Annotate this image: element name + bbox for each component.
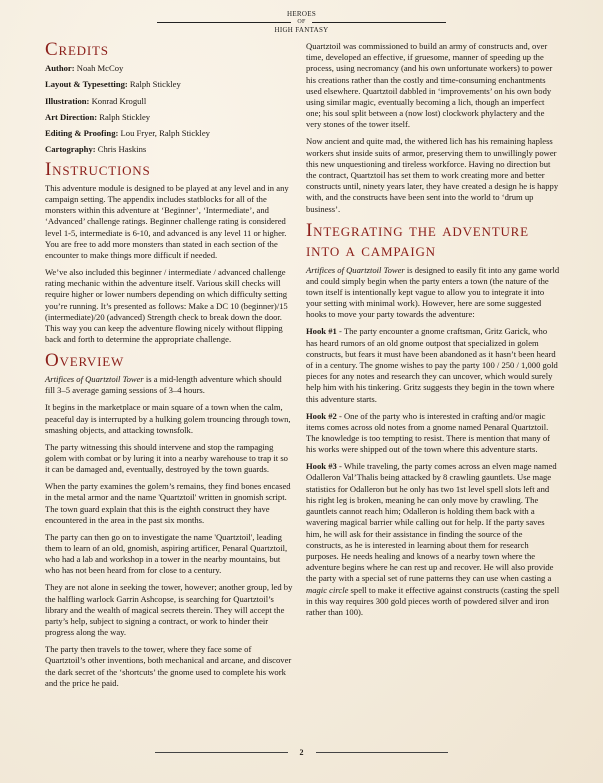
footer-rule-left [155,752,288,753]
hook-label: Hook #2 [306,410,337,421]
adventure-title: Artifices of Quartztoil Tower [45,374,144,385]
credit-art-direction [45,112,293,122]
overview-paragraph: The party then travels to the tower, where they face some of Quartztoil’s other inventions, both mechanical and arcane, and discover the dark secret of the ‘shortcuts’ the gnome used to complete his work and the price he paid. [45,644,292,688]
instructions-paragraph: We’ve also included this beginner / intermediate / advanced challenge rating mechanic within the adventure itself. Various skill checks will require higher or lower numbers depending on which difficulty setting you’re running. It’s presented as follows: Make a DC 10 (beginner)/15 (intermediate)/20 (advanced) Strength check to break down the door. This way you can keep the adventure flowing nicely without flipping back and forth to determine the appropriate challenge. [45,267,288,345]
header-line-heroes: HEROES [286,10,317,18]
hook-text: - While traveling, the party comes across an elven mage named Odalleron Val’Thalis being attacked by 8 crawling gauntlets. Use mage statistics for Odalleron but he only has two 1st level spell slots left and his right leg is broken, meaning he can only move by crawling. The gauntlets cannot reach him; Odalleron is holding them back with a wavering magical barrier while calling out for help. If the party saves him, he will ask for their assistance in finding the source of the constructs, as he is interested in learning about them for research purposes. He needs healing and knows of a nearby town where the adventure begins where he can rest up and recover. He will also provide the party with a special set of rune patterns they can use when casting a [306,461,557,584]
overview-paragraph: It begins in the marketplace or main square of a town when the calm, peaceful day is interrupted by a hulking golem trouncing through town, smashing objects, and attacking townsfolk. [45,402,291,435]
hook-3 [306,461,560,618]
integrating-intro-text: is designed to easily fit into any game world and could simply begin when the party enters a town (the nature of the town itself is intentionally kept vague to allow you to integrate it into your setting with minimal work). However, here are some suggested hooks to move your party towards the adventure: [306,264,560,320]
page-footer [155,748,448,757]
hook-text: - The party encounter a gnome craftsman, Gritz Garick, who has heard rumors of an old gnome outpost that specialized in golem constructs, but fears it must have been abandoned as it hasn’t been heard of in a century. The gnome wishes to pay the party 100 / 250 / 1,000 gold pieces for any notes and research they can uncover, which would surely help him with his tinkering. Gritz suggests they begin in the town where this adventure starts. [306,326,558,404]
header-line-high-fantasy: HIGH FANTASY [274,26,329,34]
credit-value: Ralph Stickley [129,79,181,90]
hook-2 [306,411,560,456]
spell-name: magic circle [306,584,349,595]
credit-value: Konrad Krogull [91,95,147,106]
credit-label: Author: [45,63,75,73]
overview-paragraph: The party can then go on to investigate the name 'Quartztoil', leading them to learn of an old, gnomish, aspiring artificer, Penaral Quartztoil, who had a lab and workshop in a tower in the nearby mountains, but who has not been heard from for close to a century. [45,531,288,576]
credit-label: Editing & Proofing: [45,128,119,139]
credit-value: Lou Fryer, Ralph Stickley [120,128,210,139]
header-line-of [157,19,446,26]
instructions-heading: Instructions [45,158,151,180]
overview-intro-text: is a mid-length adventure which should fill 3–5 average gaming sessions of 3–4 hours. [45,374,282,396]
overview-paragraph: When the party examines the golem’s remains, they find bones encased in the metal armor and the name 'Quartztoil' written in gnomish script. The town guard explain that this is the eighth construct they have encountered in the area in the past six months. [45,481,291,525]
footer-rule-right [316,752,449,753]
credit-editing [45,128,293,138]
running-header [157,10,446,35]
hook-1 [306,326,560,404]
credit-label: Art Direction: [45,111,98,122]
credit-cartography [45,144,293,154]
integrating-intro [306,265,560,321]
overview-paragraph: The party witnessing this should intervene and stop the rampaging golem with combat or by luring it into a nearby warehouse to trap it so it can be damaged and, eventually, destroyed by the town guards. [45,441,288,475]
overview-paragraph: Quartztoil was commissioned to build an army of constructs and, over time, developed an effective, if gruesome, manner of speeding up the process, using necromancy (and his own unfortunate workers) to power his creations rather than the costly and time-consuming enchantments used elsewhere. Quartztoil dabbled in ‘improvements’ on his own body using similar magic, eventually becoming a lich, though an imperfect one; his soul split between a (now lost) clockwork phylactery and the very stones of the tower itself. [306,41,553,130]
overview-paragraph: They are not alone in seeking the tower, however; another group, led by the halfling warlock Garrin Ashcopse, is searching for Quartztoil’s library and the wealth of magical secrets therein. They will accept the party’s help, subject to signing a contract, or work to hinder their progress along the way. [45,582,293,638]
credits-heading: Credits [45,39,109,60]
hook-label: Hook #1 [306,326,337,337]
integrating-heading: Integrating the adventure into a campaign [306,219,529,261]
credit-author [45,63,293,73]
credit-value: Ralph Stickley [99,111,151,122]
credit-layout [45,79,293,89]
header-rule-left [157,22,291,23]
overview-intro [45,374,293,396]
credits-list [45,63,293,154]
hook-label: Hook #3 [306,461,337,472]
credit-label: Illustration: [45,95,90,106]
hook-text: spell to make it effective against constructs (casting the spell in this way requires 300 gold pieces worth of powdered silver and iron rather than 100). [306,584,560,617]
credit-value: Chris Haskins [97,144,147,155]
adventure-title: Artifices of Quartztoil Tower [306,264,405,275]
credit-label: Cartography: [45,144,96,155]
overview-heading: Overview [45,350,125,372]
hook-text: - One of the party who is interested in crafting and/or magic items comes across old notes from a gnome named Penaral Quartztoil. The knowledge is too tempting to resist. There is mention that many of his works were shipped out of the town where this adventure starts. [306,410,551,455]
left-column [45,40,293,695]
overview-paragraph: Now ancient and quite mad, the withered lich has his remaining hapless workers shut inside suits of armor, preserving them to unwillingly power this new unquestioning and tireless workforce. Having no direction but the contract, Quartztoil has set them to work creating more and better constructs until, ninety years later, they have created a design he is happy with, and the constructs have been sent into the world to ‘drum up business’. [306,136,559,214]
credit-label: Layout & Typesetting: [45,79,128,90]
page-number: 2 [299,748,304,757]
credit-illustration [45,96,293,106]
right-column [306,41,560,624]
header-rule-right [312,22,446,23]
credit-value: Noah McCoy [76,63,124,73]
header-of-text: OF [297,19,306,25]
instructions-paragraph: This adventure module is designed to be played at any level and in any campaign setting. The appendix includes statblocks for all of the monsters within this adventure at ‘Beginner’, ‘Intermediate’, and ‘Advanced’ challenge ratings. Beginner challenge rating is considered level 1-5, intermediate is 6-10, and advanced is any level 11 or higher. You are free to add more monsters than stated in each section of the encounter to make things more difficult if needed. [45,182,289,260]
